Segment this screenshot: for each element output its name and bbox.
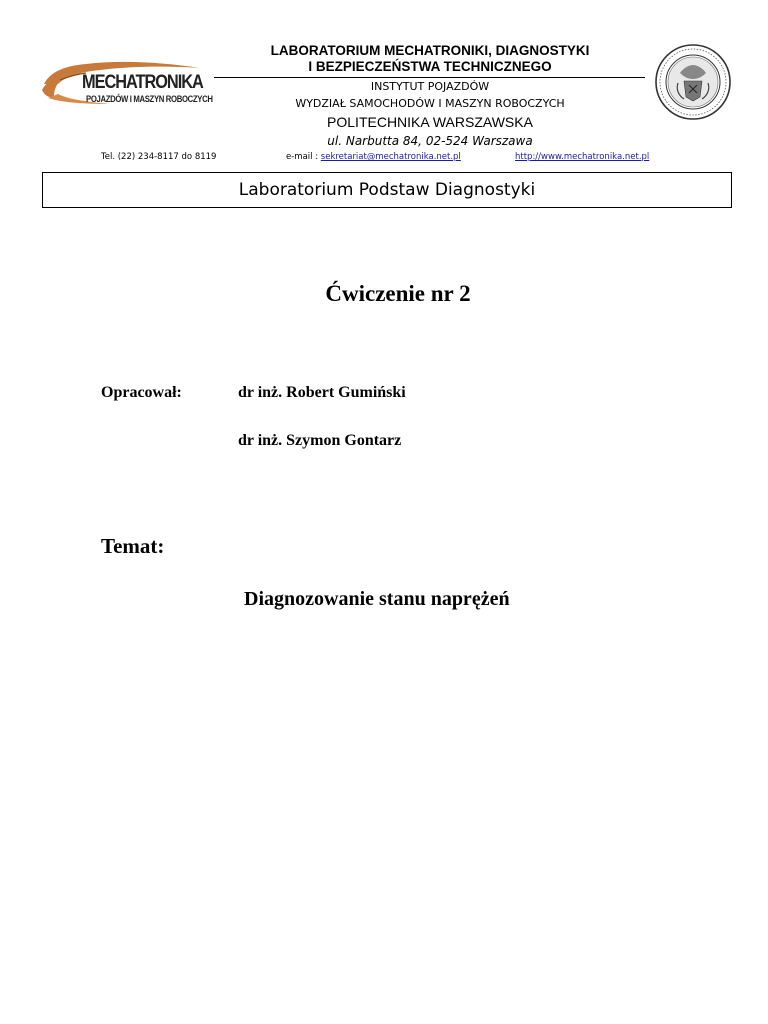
website-block bbox=[515, 152, 649, 163]
institute-name: INSTYTUT POJAZDÓW bbox=[370, 80, 490, 93]
email-block bbox=[286, 152, 461, 163]
topic-title: Diagnozowanie stanu naprężeń bbox=[244, 588, 510, 610]
website-link[interactable]: http://www.mechatronika.net.pl bbox=[515, 152, 650, 162]
phone-number: Tel. (22) 234-8117 do 8119 bbox=[101, 152, 217, 162]
email-link[interactable]: sekretariat@mechatronika.net.pl bbox=[320, 152, 461, 162]
faculty-name: WYDZIAŁ SAMOCHODÓW I MASZYN ROBOCZYCH bbox=[295, 97, 565, 110]
author-1: dr inż. Robert Gumiński bbox=[238, 384, 406, 401]
author-2: dr inż. Szymon Gontarz bbox=[238, 432, 402, 449]
logo-sub-text: POJAZDÓW I MASZYN ROBOCZYCH bbox=[86, 94, 213, 104]
email-label: e-mail : bbox=[286, 152, 321, 162]
university-seal-icon bbox=[654, 43, 732, 121]
address: ul. Narbutta 84, 02-524 Warszawa bbox=[327, 134, 533, 148]
header-divider bbox=[214, 77, 645, 78]
lab-name-line1: LABORATORIUM MECHATRONIKI, DIAGNOSTYKI bbox=[270, 43, 590, 58]
exercise-title: Ćwiczenie nr 2 bbox=[325, 281, 471, 306]
topic-label: Temat: bbox=[101, 534, 165, 558]
university-name: POLITECHNIKA WARSZAWSKA bbox=[327, 114, 533, 130]
mechatronika-logo bbox=[40, 58, 212, 108]
lab-title: Laboratorium Podstaw Diagnostyki bbox=[238, 180, 536, 200]
prepared-by-label: Opracował: bbox=[101, 384, 182, 401]
lab-name-line2: I BEZPIECZEŃSTWA TECHNICZNEGO bbox=[308, 59, 552, 74]
logo-main-text: MECHATRONIKA bbox=[82, 72, 203, 93]
lab-title-box bbox=[42, 172, 732, 208]
